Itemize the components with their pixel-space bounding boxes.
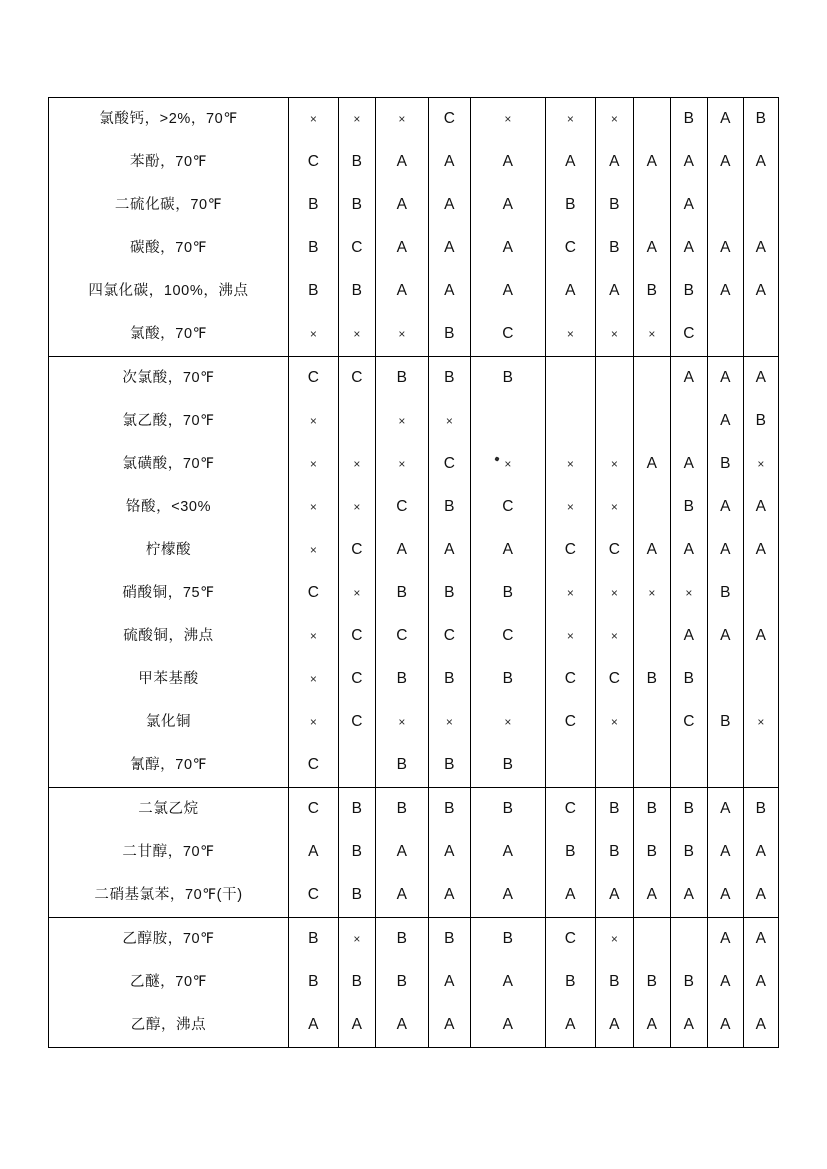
table-row	[49, 184, 779, 227]
rating-cell: A	[708, 141, 744, 184]
rating-cell: A	[634, 874, 671, 918]
rating-cell: ×	[546, 98, 596, 142]
rating-cell: B	[429, 744, 471, 788]
rating-cell	[546, 400, 596, 443]
rating-cell: ×	[634, 313, 671, 357]
rating-cell	[708, 313, 744, 357]
rating-cell: B	[376, 357, 429, 401]
rating-cell: A	[471, 874, 546, 918]
rating-cell	[634, 400, 671, 443]
table-row	[49, 357, 779, 401]
rating-cell: C	[429, 443, 471, 486]
rating-cell: ×	[429, 400, 471, 443]
rating-cell: ×	[289, 400, 339, 443]
rating-cell	[634, 744, 671, 788]
rating-cell: C	[429, 615, 471, 658]
rating-cell: ×	[596, 98, 634, 142]
rating-cell: B	[596, 961, 634, 1004]
rating-cell: ×	[596, 918, 634, 962]
rating-cell: B	[634, 831, 671, 874]
rating-cell: C	[339, 357, 376, 401]
rating-cell: A	[546, 1004, 596, 1048]
rating-cell: ×	[339, 486, 376, 529]
rating-cell: ×	[289, 443, 339, 486]
rating-cell	[634, 98, 671, 142]
rating-cell: B	[744, 98, 779, 142]
table-row	[49, 572, 779, 615]
table-row	[49, 141, 779, 184]
rating-cell: A	[744, 227, 779, 270]
rating-cell: A	[471, 184, 546, 227]
rating-cell: A	[339, 1004, 376, 1048]
rating-cell: A	[376, 874, 429, 918]
chemical-name-cell: 二甘醇，70℉	[49, 831, 289, 874]
chemical-name-cell: 氯酸钙，>2%，70℉	[49, 98, 289, 142]
table-row	[49, 961, 779, 1004]
chemical-name-cell: 甲苯基酸	[49, 658, 289, 701]
rating-cell: A	[471, 270, 546, 313]
rating-cell: ×	[471, 701, 546, 744]
rating-cell: ×	[596, 572, 634, 615]
rating-cell: ×	[376, 98, 429, 142]
rating-cell: B	[429, 788, 471, 832]
rating-cell: A	[671, 615, 708, 658]
rating-cell: B	[339, 141, 376, 184]
rating-cell: ×	[744, 443, 779, 486]
rating-cell: B	[376, 658, 429, 701]
rating-cell: A	[708, 486, 744, 529]
rating-cell: B	[671, 486, 708, 529]
rating-cell: B	[429, 918, 471, 962]
rating-cell: ×	[289, 486, 339, 529]
rating-cell: ×	[546, 443, 596, 486]
rating-cell: C	[339, 529, 376, 572]
rating-cell: A	[376, 227, 429, 270]
chemical-name-cell: 二氯乙烷	[49, 788, 289, 832]
rating-cell: A	[708, 529, 744, 572]
rating-cell: ×	[289, 98, 339, 142]
rating-cell	[671, 744, 708, 788]
rating-cell: A	[671, 357, 708, 401]
rating-cell: A	[376, 529, 429, 572]
table-row	[49, 227, 779, 270]
chemical-name-cell: 四氯化碳，100%，沸点	[49, 270, 289, 313]
rating-cell: B	[429, 572, 471, 615]
rating-cell: A	[671, 184, 708, 227]
rating-cell	[744, 744, 779, 788]
rating-cell: A	[744, 1004, 779, 1048]
rating-cell: A	[429, 227, 471, 270]
rating-cell: ×	[289, 313, 339, 357]
rating-cell	[339, 400, 376, 443]
rating-cell: ×	[289, 701, 339, 744]
rating-cell: C	[376, 486, 429, 529]
rating-cell: ×	[376, 400, 429, 443]
rating-cell: B	[339, 270, 376, 313]
rating-cell: B	[596, 788, 634, 832]
rating-cell: ×	[596, 443, 634, 486]
rating-cell: A	[708, 918, 744, 962]
rating-cell: ×	[289, 529, 339, 572]
rating-cell: B	[708, 443, 744, 486]
rating-cell: A	[744, 357, 779, 401]
rating-cell: A	[708, 357, 744, 401]
rating-cell: A	[546, 141, 596, 184]
chemical-name-cell: 氯磺酸，70℉	[49, 443, 289, 486]
rating-cell: A	[471, 227, 546, 270]
rating-cell: C	[289, 744, 339, 788]
rating-cell: B	[596, 831, 634, 874]
rating-cell: ×	[596, 486, 634, 529]
rating-cell: ×	[744, 701, 779, 744]
rating-cell	[671, 400, 708, 443]
rating-cell: C	[546, 227, 596, 270]
rating-cell: B	[671, 270, 708, 313]
chemical-resistance-table	[48, 97, 779, 1048]
rating-cell	[339, 744, 376, 788]
rating-cell: ×	[339, 443, 376, 486]
chemical-name-cell: 氯化铜	[49, 701, 289, 744]
rating-cell: B	[339, 961, 376, 1004]
rating-cell: A	[744, 141, 779, 184]
rating-cell: A	[744, 615, 779, 658]
rating-cell: A	[708, 227, 744, 270]
rating-cell: A	[289, 831, 339, 874]
rating-cell: B	[596, 227, 634, 270]
table-row	[49, 744, 779, 788]
rating-cell: A	[708, 400, 744, 443]
rating-cell: A	[671, 141, 708, 184]
rating-cell: C	[546, 658, 596, 701]
rating-cell: A	[744, 918, 779, 962]
chemical-name-cell: 氰醇，70℉	[49, 744, 289, 788]
rating-cell: ×	[376, 443, 429, 486]
rating-cell: A	[744, 961, 779, 1004]
rating-cell: B	[671, 98, 708, 142]
rating-cell: B	[429, 658, 471, 701]
rating-cell: C	[429, 98, 471, 142]
rating-cell	[634, 184, 671, 227]
rating-cell: C	[289, 874, 339, 918]
rating-cell: A	[744, 486, 779, 529]
rating-cell: C	[546, 918, 596, 962]
rating-cell: A	[471, 141, 546, 184]
rating-cell: A	[429, 141, 471, 184]
table-row	[49, 400, 779, 443]
rating-cell: A	[708, 615, 744, 658]
rating-cell: B	[546, 831, 596, 874]
rating-cell: ×	[546, 486, 596, 529]
rating-cell: A	[429, 529, 471, 572]
rating-cell: A	[471, 961, 546, 1004]
rating-cell	[744, 658, 779, 701]
rating-cell	[596, 357, 634, 401]
rating-cell: A	[708, 1004, 744, 1048]
rating-cell: ×	[339, 572, 376, 615]
rating-cell: C	[289, 141, 339, 184]
rating-cell: C	[546, 701, 596, 744]
chemical-name-cell: 二硝基氯苯，70℉(干)	[49, 874, 289, 918]
rating-cell: A	[708, 98, 744, 142]
chemical-name-cell: 柠檬酸	[49, 529, 289, 572]
rating-cell: ×	[471, 443, 546, 486]
rating-cell: A	[596, 1004, 634, 1048]
rating-cell	[708, 658, 744, 701]
rating-cell	[744, 313, 779, 357]
rating-cell: B	[671, 831, 708, 874]
ink-speck-artifact	[494, 456, 499, 461]
rating-cell: C	[289, 357, 339, 401]
rating-cell: A	[376, 141, 429, 184]
rating-cell: B	[671, 961, 708, 1004]
rating-cell: B	[376, 788, 429, 832]
rating-cell: A	[744, 529, 779, 572]
rating-cell: B	[634, 270, 671, 313]
rating-cell: B	[339, 874, 376, 918]
rating-cell: B	[546, 184, 596, 227]
table-row	[49, 918, 779, 962]
rating-cell: A	[634, 529, 671, 572]
rating-cell: A	[744, 831, 779, 874]
chemical-name-cell: 乙醇胺，70℉	[49, 918, 289, 962]
table-row	[49, 788, 779, 832]
rating-cell: B	[634, 961, 671, 1004]
rating-cell: ×	[596, 701, 634, 744]
rating-cell: ×	[546, 615, 596, 658]
rating-cell: ×	[339, 313, 376, 357]
table-row	[49, 443, 779, 486]
rating-cell	[634, 357, 671, 401]
rating-cell	[708, 184, 744, 227]
rating-cell: A	[596, 270, 634, 313]
rating-cell: A	[429, 831, 471, 874]
rating-cell: A	[708, 831, 744, 874]
rating-cell: B	[289, 270, 339, 313]
rating-cell: B	[289, 918, 339, 962]
table-row	[49, 874, 779, 918]
chemical-name-cell: 苯酚，70℉	[49, 141, 289, 184]
table-row	[49, 270, 779, 313]
chemical-name-cell: 二硫化碳，70℉	[49, 184, 289, 227]
chemical-name-cell: 硝酸铜，75℉	[49, 572, 289, 615]
rating-cell: B	[429, 313, 471, 357]
rating-cell: B	[376, 918, 429, 962]
table-row	[49, 313, 779, 357]
rating-cell	[671, 918, 708, 962]
rating-cell: B	[596, 184, 634, 227]
rating-cell: A	[596, 141, 634, 184]
rating-cell: A	[671, 443, 708, 486]
rating-cell	[596, 400, 634, 443]
rating-cell: A	[376, 831, 429, 874]
rating-cell: B	[671, 788, 708, 832]
rating-cell: B	[289, 961, 339, 1004]
rating-cell: A	[634, 141, 671, 184]
rating-cell: B	[744, 400, 779, 443]
rating-cell: B	[471, 744, 546, 788]
rating-cell: B	[289, 184, 339, 227]
rating-cell: A	[708, 788, 744, 832]
rating-cell: A	[289, 1004, 339, 1048]
rating-cell: A	[708, 961, 744, 1004]
rating-cell: C	[596, 658, 634, 701]
rating-cell: A	[671, 874, 708, 918]
rating-cell: B	[376, 961, 429, 1004]
rating-cell: C	[339, 701, 376, 744]
table-row	[49, 701, 779, 744]
rating-cell: C	[339, 227, 376, 270]
rating-cell: B	[339, 184, 376, 227]
rating-cell: ×	[376, 701, 429, 744]
rating-cell: A	[671, 529, 708, 572]
rating-cell: C	[289, 572, 339, 615]
rating-cell: C	[339, 615, 376, 658]
rating-cell: A	[429, 1004, 471, 1048]
chemical-name-cell: 乙醚，70℉	[49, 961, 289, 1004]
table-row	[49, 1004, 779, 1048]
rating-cell: A	[671, 1004, 708, 1048]
rating-cell: A	[546, 270, 596, 313]
rating-cell: ×	[471, 98, 546, 142]
rating-cell: A	[376, 270, 429, 313]
chemical-name-cell: 氯酸，70℉	[49, 313, 289, 357]
rating-cell: B	[546, 961, 596, 1004]
rating-cell: ×	[546, 313, 596, 357]
rating-cell: B	[471, 918, 546, 962]
rating-cell: B	[429, 357, 471, 401]
table-row	[49, 831, 779, 874]
rating-cell	[596, 744, 634, 788]
rating-cell: A	[708, 874, 744, 918]
rating-cell	[471, 400, 546, 443]
chemical-name-cell: 次氯酸，70℉	[49, 357, 289, 401]
rating-cell: C	[471, 615, 546, 658]
rating-cell	[546, 357, 596, 401]
rating-cell: A	[471, 529, 546, 572]
rating-cell: ×	[289, 658, 339, 701]
chemical-name-cell: 乙醇，沸点	[49, 1004, 289, 1048]
rating-cell: ×	[289, 615, 339, 658]
rating-cell	[744, 572, 779, 615]
rating-cell: A	[671, 227, 708, 270]
rating-cell: ×	[634, 572, 671, 615]
chemical-name-cell: 硫酸铜，沸点	[49, 615, 289, 658]
table-body	[49, 98, 779, 1048]
rating-cell	[634, 615, 671, 658]
rating-cell: A	[376, 1004, 429, 1048]
rating-cell: C	[671, 313, 708, 357]
rating-cell: A	[429, 874, 471, 918]
rating-cell: A	[634, 1004, 671, 1048]
rating-cell: B	[471, 572, 546, 615]
rating-cell: B	[634, 658, 671, 701]
table-row	[49, 615, 779, 658]
rating-cell: B	[471, 357, 546, 401]
rating-cell: ×	[596, 313, 634, 357]
rating-cell: B	[339, 788, 376, 832]
rating-cell	[546, 744, 596, 788]
rating-cell: A	[471, 1004, 546, 1048]
rating-cell: B	[708, 572, 744, 615]
rating-cell: A	[429, 961, 471, 1004]
rating-cell: B	[471, 788, 546, 832]
rating-cell	[708, 744, 744, 788]
rating-cell: B	[429, 486, 471, 529]
rating-cell: A	[634, 227, 671, 270]
rating-cell: A	[429, 184, 471, 227]
rating-cell	[634, 701, 671, 744]
chemical-name-cell: 氯乙酸，70℉	[49, 400, 289, 443]
rating-cell: ×	[671, 572, 708, 615]
rating-cell: ×	[339, 918, 376, 962]
rating-cell: ×	[376, 313, 429, 357]
rating-cell: A	[429, 270, 471, 313]
rating-cell: B	[708, 701, 744, 744]
rating-cell: C	[671, 701, 708, 744]
rating-cell: A	[376, 184, 429, 227]
rating-cell: A	[546, 874, 596, 918]
rating-cell: A	[471, 831, 546, 874]
rating-cell: A	[596, 874, 634, 918]
rating-cell: A	[744, 270, 779, 313]
rating-cell: C	[289, 788, 339, 832]
chemical-name-cell: 碳酸，70℉	[49, 227, 289, 270]
rating-cell: C	[471, 486, 546, 529]
rating-cell: A	[708, 270, 744, 313]
rating-cell: C	[376, 615, 429, 658]
rating-cell	[744, 184, 779, 227]
rating-cell: ×	[546, 572, 596, 615]
rating-cell: C	[471, 313, 546, 357]
table-row	[49, 98, 779, 142]
rating-cell: B	[376, 572, 429, 615]
chemical-name-cell: 铬酸，<30%	[49, 486, 289, 529]
rating-cell: B	[376, 744, 429, 788]
rating-cell: B	[339, 831, 376, 874]
rating-cell: B	[634, 788, 671, 832]
rating-cell: A	[634, 443, 671, 486]
rating-cell: ×	[596, 615, 634, 658]
rating-cell: ×	[429, 701, 471, 744]
rating-cell: C	[596, 529, 634, 572]
table-row	[49, 658, 779, 701]
rating-cell	[634, 918, 671, 962]
table-row	[49, 486, 779, 529]
rating-cell: C	[546, 788, 596, 832]
rating-cell: C	[546, 529, 596, 572]
rating-cell: B	[471, 658, 546, 701]
rating-cell: A	[744, 874, 779, 918]
rating-cell	[634, 486, 671, 529]
rating-cell: B	[744, 788, 779, 832]
rating-cell: B	[289, 227, 339, 270]
rating-cell: C	[339, 658, 376, 701]
table-row	[49, 529, 779, 572]
rating-cell: B	[671, 658, 708, 701]
rating-cell: ×	[339, 98, 376, 142]
